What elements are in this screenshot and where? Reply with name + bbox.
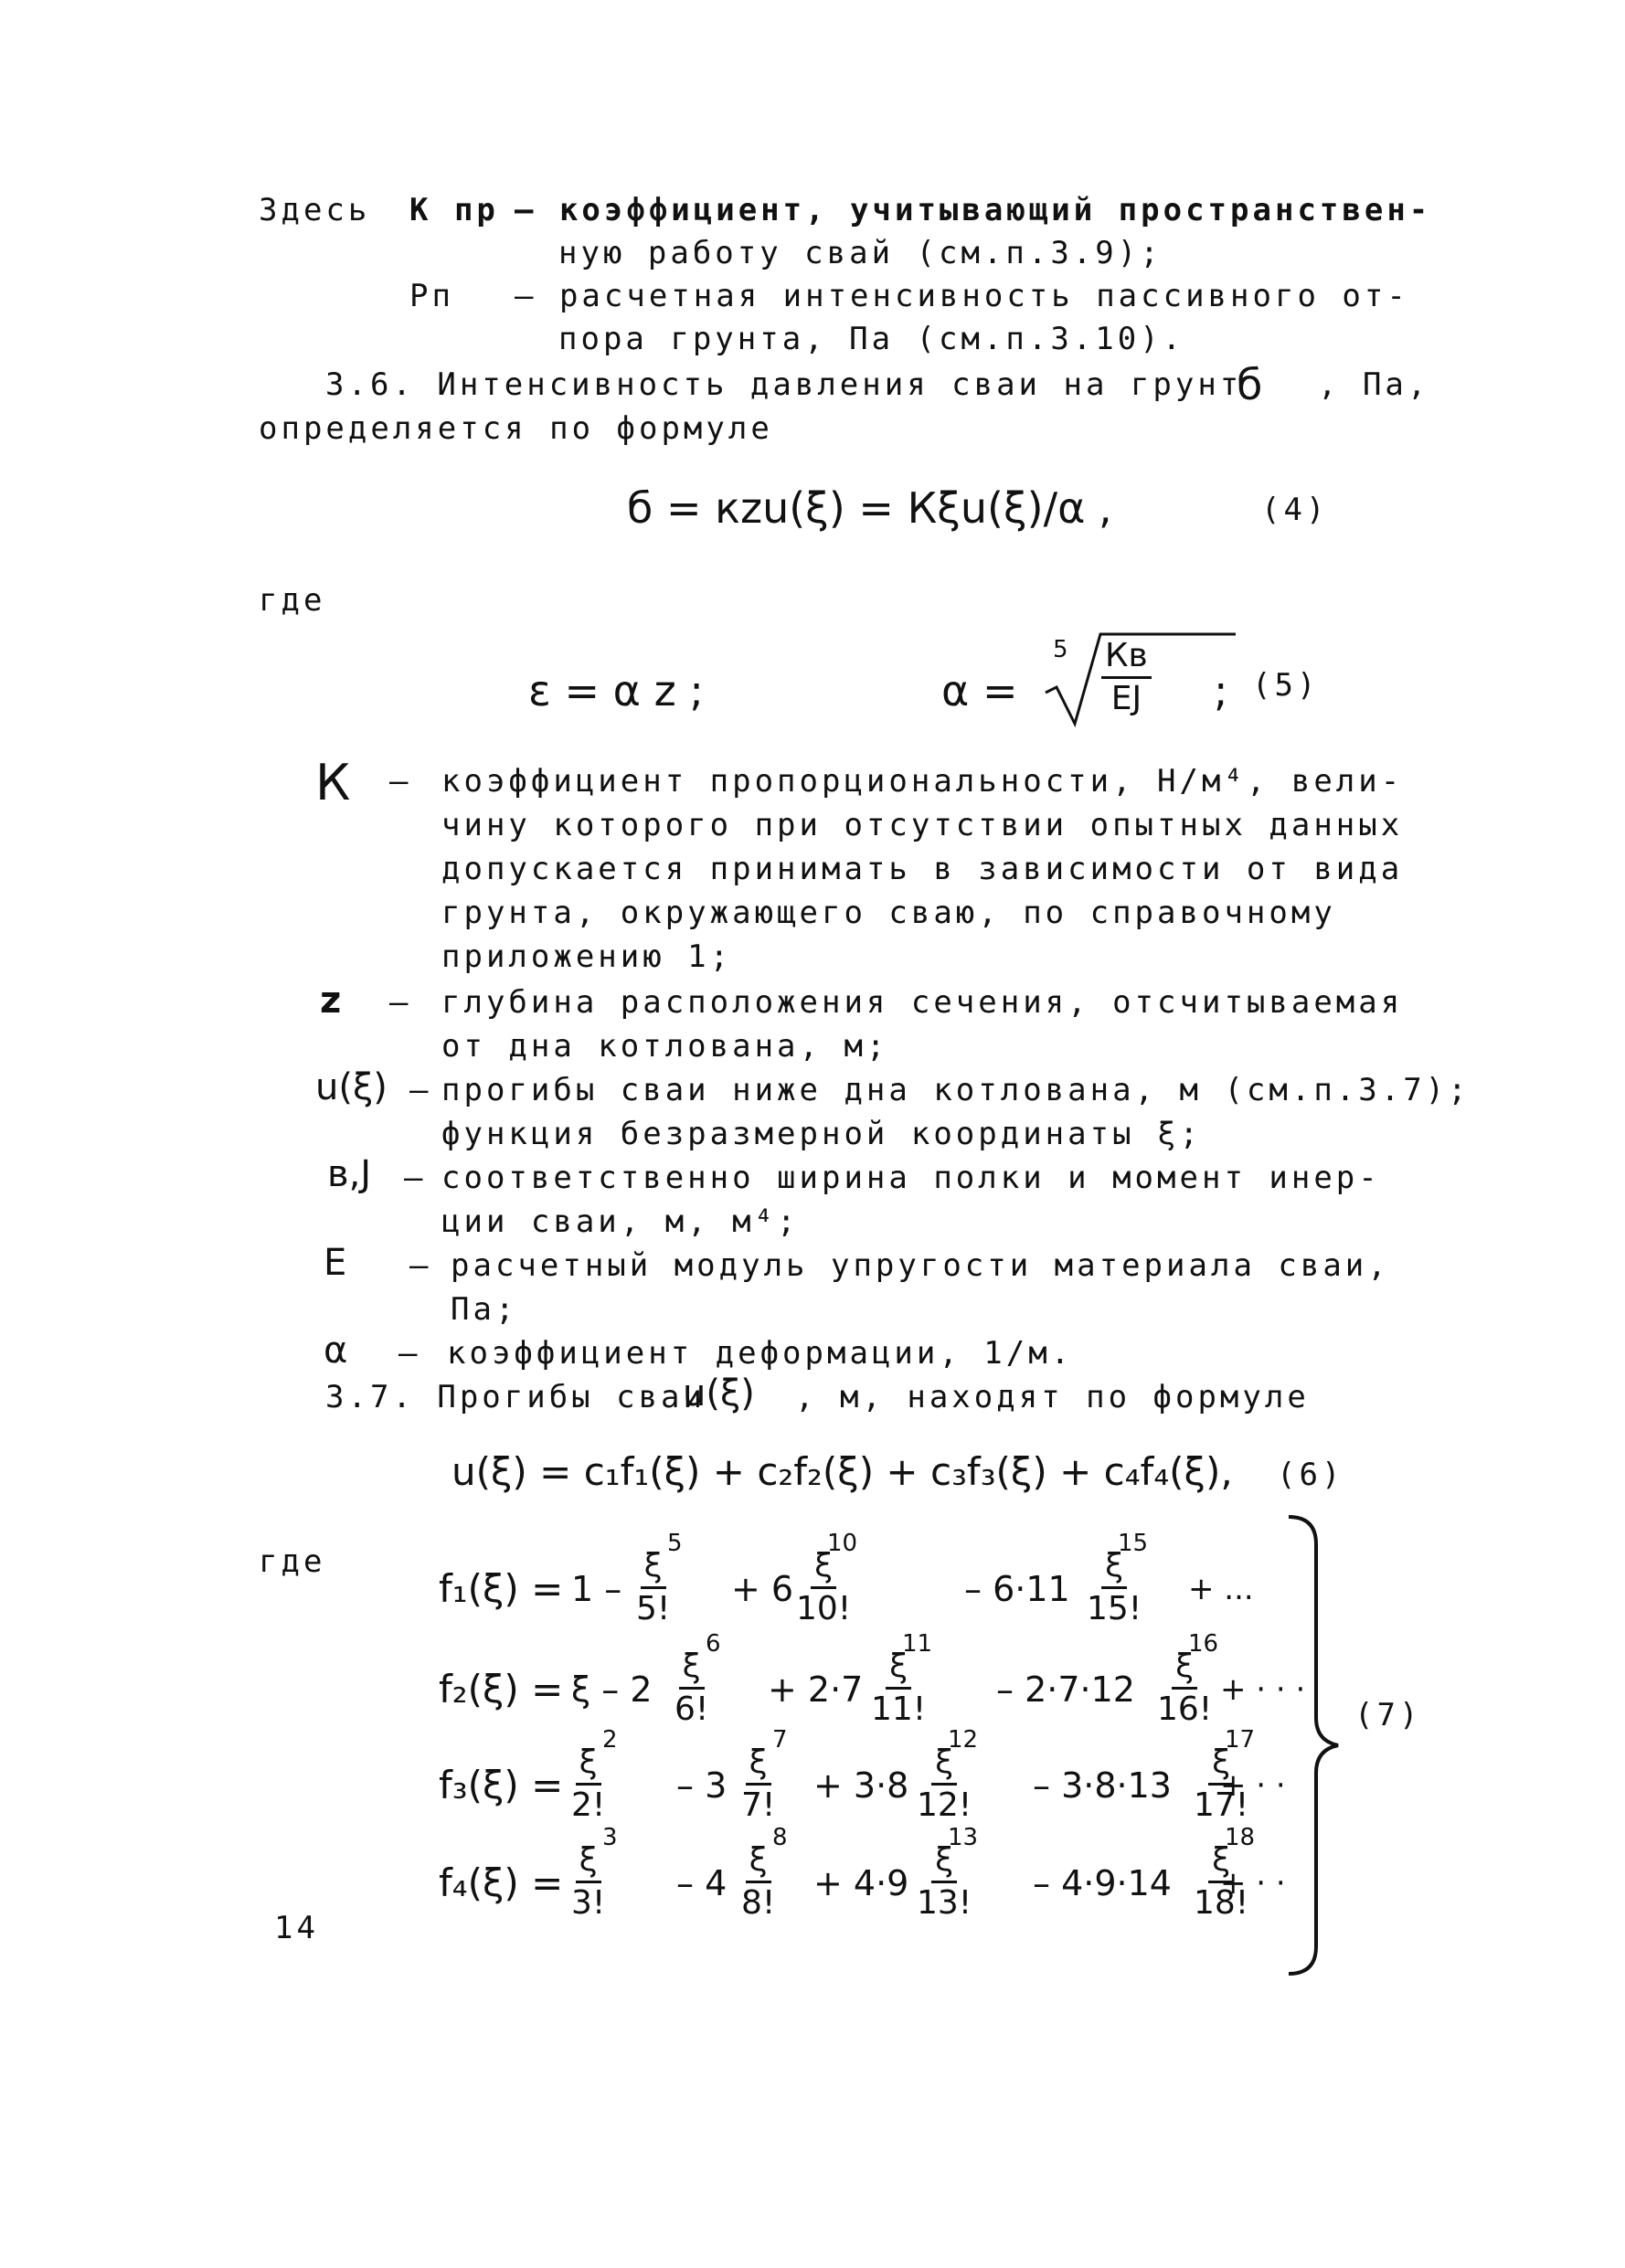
k-pr-symbol: К пр [409, 192, 499, 228]
f3-term1-exponent: 2 [602, 1726, 618, 1754]
def-alpha-line1: коэффициент деформации, 1/м. [447, 1335, 1074, 1372]
fraction-numerator: ξ [811, 1550, 836, 1589]
f4-tail: + · · [1220, 1865, 1286, 1902]
f4-term2-exponent: 8 [772, 1824, 788, 1851]
def-alpha-symbol: α [324, 1330, 348, 1372]
def-u-line2: функция безразмерной координаты ξ; [441, 1116, 1202, 1152]
formula-5-denominator: EJ [1110, 680, 1142, 717]
fraction-numerator: ξ [1208, 1844, 1234, 1883]
def-e-line1: расчетный модуль упругости материала сваи, [451, 1247, 1390, 1284]
fraction-numerator: ξ [746, 1746, 771, 1786]
fraction-denominator: 8! [741, 1884, 776, 1922]
sigma-symbol: б [1237, 360, 1263, 409]
fraction-denominator: 5! [636, 1590, 671, 1627]
formula-5-semicolon: ; [1214, 666, 1228, 715]
f3-term1-fraction [571, 1743, 606, 1824]
def-k-dash: – [389, 763, 412, 800]
f1-term3-exponent: 15 [1118, 1530, 1149, 1557]
def-u-dash: – [409, 1072, 432, 1108]
f3-term2-fraction [741, 1743, 776, 1824]
def-e-line2: Па; [451, 1291, 518, 1328]
def-k-line2: чину которого при отсутствии опытных данных [441, 807, 1404, 843]
f2-term1-exponent: 6 [706, 1630, 721, 1658]
right-brace-icon [1280, 1508, 1353, 1983]
def-bj-dash: – [404, 1160, 427, 1196]
rp-symbol: Рп [409, 278, 454, 314]
f1-tail: + ... [1188, 1571, 1254, 1607]
formula-6-number: (6) [1277, 1457, 1344, 1493]
f4-term2-fraction [741, 1841, 776, 1922]
f4-term4-coef: – 4·9·14 [1033, 1863, 1172, 1903]
section-3-6-line2: определяется по формуле [259, 410, 773, 447]
formula-5-number: (5) [1252, 667, 1320, 704]
f4-term3-fraction [917, 1841, 972, 1922]
f2-term3-exponent: 16 [1188, 1630, 1219, 1658]
f3-term3-coef: + 3·8 [813, 1765, 909, 1806]
f1-term2-coef: + 6 [731, 1569, 794, 1609]
fraction-numerator: ξ [1101, 1550, 1127, 1589]
f4-term2-coef: – 4 [676, 1863, 728, 1903]
formula-5-left: ε = α z ; [528, 666, 704, 715]
def-k-line5: приложению 1; [441, 938, 733, 975]
section-3-7-line-a: 3.7. Прогибы сваи [325, 1379, 706, 1415]
fraction-denominator: 10! [796, 1590, 852, 1627]
f1-term1-coef: 1 – [571, 1569, 622, 1609]
fraction-denominator: 15! [1087, 1590, 1142, 1627]
fraction-denominator: 2! [571, 1786, 606, 1824]
formula-5-fraction [1101, 637, 1152, 717]
def-z-line1: глубина расположения сечения, отсчитываемая [441, 984, 1404, 1021]
def-bj-line2: ции сваи, м, м⁴; [441, 1203, 800, 1240]
f1-term3-fraction [1087, 1547, 1142, 1627]
f2-term1-coef: ξ – 2 [571, 1669, 653, 1710]
fraction-denominator: 7! [741, 1786, 776, 1824]
f1-term2-fraction [796, 1547, 852, 1627]
fraction-numerator: ξ [679, 1650, 705, 1690]
def-k-line1: коэффициент пропорциональности, Н/м⁴, вели- [441, 763, 1404, 800]
fraction-denominator: 12! [917, 1786, 972, 1824]
fraction-numerator: ξ [576, 1844, 601, 1883]
f1-lhs: f₁(ξ) = [439, 1566, 564, 1611]
fraction-denominator: 11! [871, 1690, 927, 1728]
f3-term3-fraction [917, 1743, 972, 1824]
rp-definition-line1: – расчетная интенсивность пассивного от- [515, 278, 1409, 314]
where-label-2: где [259, 1543, 326, 1580]
f2-term3-fraction [1157, 1650, 1212, 1726]
def-alpha-dash: – [398, 1335, 421, 1372]
fraction-numerator: ξ [886, 1650, 911, 1690]
def-z-symbol: z [320, 980, 342, 1022]
formula-5-root-index: 5 [1053, 636, 1068, 663]
fraction-denominator: 3! [571, 1884, 606, 1922]
formula-6: u(ξ) = c₁f₁(ξ) + c₂f₂(ξ) + c₃f₃(ξ) + c₄f₄(ξ), [451, 1449, 1233, 1494]
f2-term3-coef: – 2·7·12 [996, 1669, 1135, 1710]
f3-tail: + · · [1220, 1767, 1286, 1804]
f4-term1-fraction [571, 1841, 606, 1922]
f4-lhs: f₄(ξ) = [439, 1860, 564, 1905]
section-3-7-u: u(ξ) [683, 1372, 755, 1415]
page-number: 14 [274, 1910, 319, 1946]
f4-term3-exponent: 13 [948, 1824, 979, 1851]
rp-definition-line2: пора грунта, Па (см.п.3.10). [558, 321, 1185, 357]
fraction-numerator: ξ [746, 1844, 771, 1883]
def-z-line2: от дна котлована, м; [441, 1028, 889, 1065]
fraction-numerator: ξ [931, 1746, 957, 1786]
fraction-denominator: 6! [674, 1690, 709, 1728]
section-3-7-line-b: , м, находят по формуле [795, 1379, 1310, 1415]
fraction-numerator: ξ [1208, 1746, 1234, 1786]
def-e-dash: – [409, 1247, 432, 1284]
f2-term2-fraction [871, 1650, 926, 1726]
f3-term3-exponent: 12 [948, 1726, 979, 1754]
f1-term1-exponent: 5 [667, 1530, 683, 1557]
f3-term2-coef: – 3 [676, 1765, 728, 1806]
def-u-line1: прогибы сваи ниже дна котлована, м (см.п.3.7); [441, 1072, 1471, 1108]
f2-lhs: f₂(ξ) = [439, 1667, 564, 1712]
f1-term2-exponent: 10 [827, 1530, 858, 1557]
f1-term3-coef: – 6·11 [964, 1569, 1070, 1609]
f2-term2-coef: + 2·7 [768, 1669, 864, 1710]
here-word: Здесь [259, 192, 371, 228]
formula-5-numerator: Кв [1101, 640, 1152, 679]
fraction-denominator: 18! [1194, 1884, 1249, 1922]
f3-term2-exponent: 7 [772, 1726, 788, 1754]
def-bj-line1: соответственно ширина полки и момент инер- [441, 1160, 1381, 1196]
fraction-numerator: ξ [641, 1550, 666, 1589]
f4-term3-coef: + 4·9 [813, 1863, 909, 1903]
def-z-dash: – [389, 984, 412, 1021]
fraction-denominator: 17! [1194, 1786, 1249, 1824]
f2-term1-fraction [674, 1650, 708, 1726]
def-e-symbol: E [324, 1242, 347, 1284]
fraction-denominator: 16! [1157, 1690, 1213, 1728]
section-3-6-line1-end: , Па, [1318, 366, 1430, 403]
def-bj-symbol: в,J [327, 1153, 372, 1195]
f3-term4-coef: – 3·8·13 [1033, 1765, 1172, 1806]
where-label-1: где [259, 582, 326, 619]
fraction-numerator: ξ [931, 1844, 957, 1883]
k-pr-definition-line2: ную работу свай (см.п.3.9); [558, 235, 1163, 271]
f4-term4-exponent: 18 [1225, 1824, 1256, 1851]
f4-term1-exponent: 3 [602, 1824, 618, 1851]
formula-5-alpha: α = [941, 666, 1018, 715]
f3-term4-exponent: 17 [1225, 1726, 1256, 1754]
fraction-numerator: ξ [1172, 1650, 1197, 1690]
fraction-denominator: 13! [917, 1884, 972, 1922]
formula-4-number: (4) [1261, 492, 1329, 528]
def-k-line4: грунта, окружающего сваю, по справочному [441, 895, 1336, 931]
f1-term1-fraction [636, 1547, 671, 1627]
def-k-line3: допускается принимать в зависимости от вида [441, 851, 1404, 887]
k-pr-definition-line1: – коэффициент, учитывающий пространствен- [515, 192, 1432, 228]
f2-tail: + · · · [1220, 1671, 1306, 1708]
def-k-symbol: К [315, 754, 351, 811]
f2-term2-exponent: 11 [902, 1630, 933, 1658]
section-3-6-line1: 3.6. Интенсивность давления сваи на грунт [325, 366, 1243, 403]
formula-7-number: (7) [1354, 1697, 1422, 1733]
f3-lhs: f₃(ξ) = [439, 1763, 564, 1807]
fraction-numerator: ξ [576, 1746, 601, 1786]
formula-4: б = кzu(ξ) = Кξu(ξ)/α , [627, 483, 1112, 533]
def-u-symbol: u(ξ) [315, 1066, 388, 1108]
